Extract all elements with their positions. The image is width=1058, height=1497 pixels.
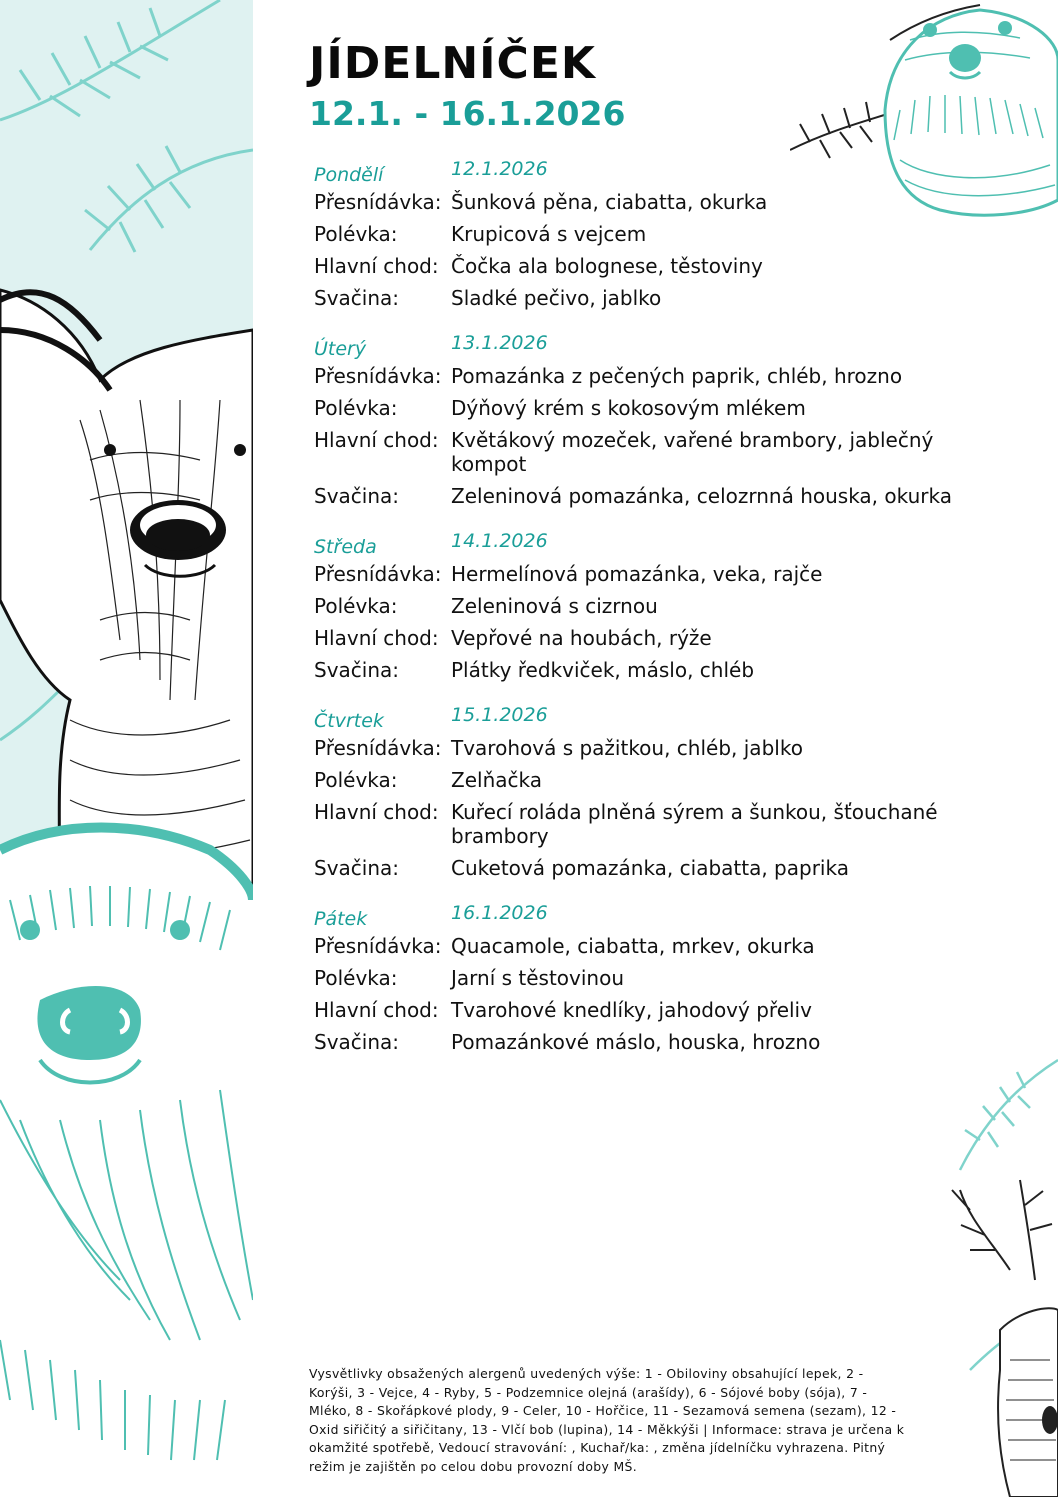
- day-header: [314, 330, 974, 364]
- day-header: [314, 702, 974, 736]
- meal-label: Hlavní chod:: [314, 428, 439, 452]
- meal-value: Zeleninová s cizrnou: [451, 594, 658, 618]
- deer-head-icon: [998, 1308, 1058, 1497]
- meal-label: Hlavní chod:: [314, 254, 439, 278]
- meal-row-soup: [314, 222, 974, 246]
- meal-value: Pomazánkové máslo, houska, hrozno: [451, 1030, 821, 1054]
- meal-value: Šunková pěna, ciabatta, okurka: [451, 190, 768, 214]
- meal-value: Sladké pečivo, jablko: [451, 286, 662, 310]
- meal-row-snack-pm: [314, 484, 974, 508]
- bear-head-icon: [0, 828, 253, 1497]
- day-name: Pátek: [314, 908, 368, 930]
- meal-label: Polévka:: [314, 396, 398, 420]
- meal-value: Quacamole, ciabatta, mrkev, okurka: [451, 934, 815, 958]
- meal-label: Svačina:: [314, 856, 400, 880]
- meal-value: Tvarohová s pažitkou, chléb, jablko: [451, 736, 803, 760]
- meal-label: Svačina:: [314, 286, 400, 310]
- antler-icon: [952, 1180, 1052, 1280]
- meal-row-snack-am: [314, 736, 974, 760]
- meal-value: Zelňačka: [451, 768, 542, 792]
- meal-value: Kuřecí roláda plněná sýrem a šunkou, šťouchané brambory: [451, 800, 938, 848]
- meal-row-snack-pm: [314, 286, 974, 310]
- meal-row-snack-pm: [314, 856, 974, 880]
- day-name: Středa: [314, 536, 377, 558]
- day-header: [314, 156, 974, 190]
- meal-label: Svačina:: [314, 1030, 400, 1054]
- meal-label: Hlavní chod:: [314, 800, 439, 824]
- day-header: [314, 528, 974, 562]
- meal-value: Čočka ala bolognese, těstoviny: [451, 254, 763, 278]
- meal-value: Jarní s těstovinou: [451, 966, 625, 990]
- meal-value: Dýňový krém s kokosovým mlékem: [451, 396, 806, 420]
- deer-head-icon: [0, 290, 253, 900]
- day-name: Pondělí: [314, 164, 384, 186]
- meal-label: Přesnídávka:: [314, 364, 442, 388]
- meal-row-snack-pm: [314, 658, 974, 682]
- meal-row-soup: [314, 594, 974, 618]
- meal-label: Hlavní chod:: [314, 626, 439, 650]
- meal-row-soup: [314, 768, 974, 792]
- day-date: 14.1.2026: [451, 530, 548, 552]
- day-friday: [314, 900, 974, 1054]
- day-name: Čtvrtek: [314, 710, 384, 732]
- meal-row-snack-pm: [314, 1030, 974, 1054]
- page-title: JÍDELNÍČEK: [309, 38, 596, 89]
- meal-value: Vepřové na houbách, rýže: [451, 626, 712, 650]
- meal-row-snack-am: [314, 364, 974, 388]
- day-date: 16.1.2026: [451, 902, 548, 924]
- day-date: 15.1.2026: [451, 704, 548, 726]
- date-range: 12.1. - 16.1.2026: [309, 94, 626, 133]
- decorative-illustration-left: [0, 0, 253, 1497]
- day-name: Úterý: [314, 338, 367, 360]
- day-tuesday: [314, 330, 974, 508]
- day-date: 12.1.2026: [451, 158, 548, 180]
- meal-row-main: [314, 428, 974, 476]
- day-thursday: [314, 702, 974, 880]
- meal-row-soup: [314, 966, 974, 990]
- meal-label: Přesnídávka:: [314, 190, 442, 214]
- meal-value: Tvarohové knedlíky, jahodový přeliv: [451, 998, 812, 1022]
- meal-label: Polévka:: [314, 768, 398, 792]
- day-monday: [314, 156, 974, 310]
- meal-label: Hlavní chod:: [314, 998, 439, 1022]
- meal-value: Cuketová pomazánka, ciabatta, paprika: [451, 856, 849, 880]
- meal-value: Zeleninová pomazánka, celozrnná houska, okurka: [451, 484, 952, 508]
- meal-row-snack-am: [314, 190, 974, 214]
- meal-row-main: [314, 998, 974, 1022]
- day-header: [314, 900, 974, 934]
- meal-label: Polévka:: [314, 966, 398, 990]
- day-date: 13.1.2026: [451, 332, 548, 354]
- meal-label: Polévka:: [314, 594, 398, 618]
- meal-label: Svačina:: [314, 484, 400, 508]
- meal-row-main: [314, 254, 974, 278]
- meal-label: Přesnídávka:: [314, 736, 442, 760]
- weekly-menu: [314, 156, 974, 1074]
- meal-value: Pomazánka z pečených paprik, chléb, hrozno: [451, 364, 903, 388]
- meal-value: Plátky ředkviček, máslo, chléb: [451, 658, 755, 682]
- meal-row-snack-am: [314, 934, 974, 958]
- meal-value: Květákový mozeček, vařené brambory, jablečný kompot: [451, 428, 934, 476]
- meal-label: Přesnídávka:: [314, 562, 442, 586]
- meal-value: Krupicová s vejcem: [451, 222, 647, 246]
- allergen-legend: Vysvětlivky obsažených alergenů uvedených výše: 1 - Obiloviny obsahující lepek, 2 - Korýši, 3 - Vejce, 4 - Ryby, 5 - Podzemnice olejná (arašídy), 6 - Sójové boby (sója), 7 - Mléko, 8 - Skořápkové plody, 9 - Celer, 10 - Hořčice, 11 - Sezamová semena (sezam), 12 - Oxid siřičitý a siřičitany, 13 - Vlčí bob (lupina), 14 - Měkkýši | Informace: strava je určena k okamžité spotřebě, Vedoucí stravování: , Kuchař/ka: , změna jídelníčku vyhrazena. Pitný režim je zajištěn po celou dobu provozní doby MŠ.: [309, 1366, 905, 1474]
- meal-value: Hermelínová pomazánka, veka, rajče: [451, 562, 823, 586]
- meal-row-snack-am: [314, 562, 974, 586]
- meal-label: Svačina:: [314, 658, 400, 682]
- meal-row-soup: [314, 396, 974, 420]
- meal-label: Přesnídávka:: [314, 934, 442, 958]
- deer-and-bear-illustration: [0, 0, 253, 1497]
- meal-row-main: [314, 626, 974, 650]
- deer-corner-illustration: [940, 1040, 1058, 1497]
- day-wednesday: [314, 528, 974, 682]
- meal-row-main: [314, 800, 974, 848]
- meal-label: Polévka:: [314, 222, 398, 246]
